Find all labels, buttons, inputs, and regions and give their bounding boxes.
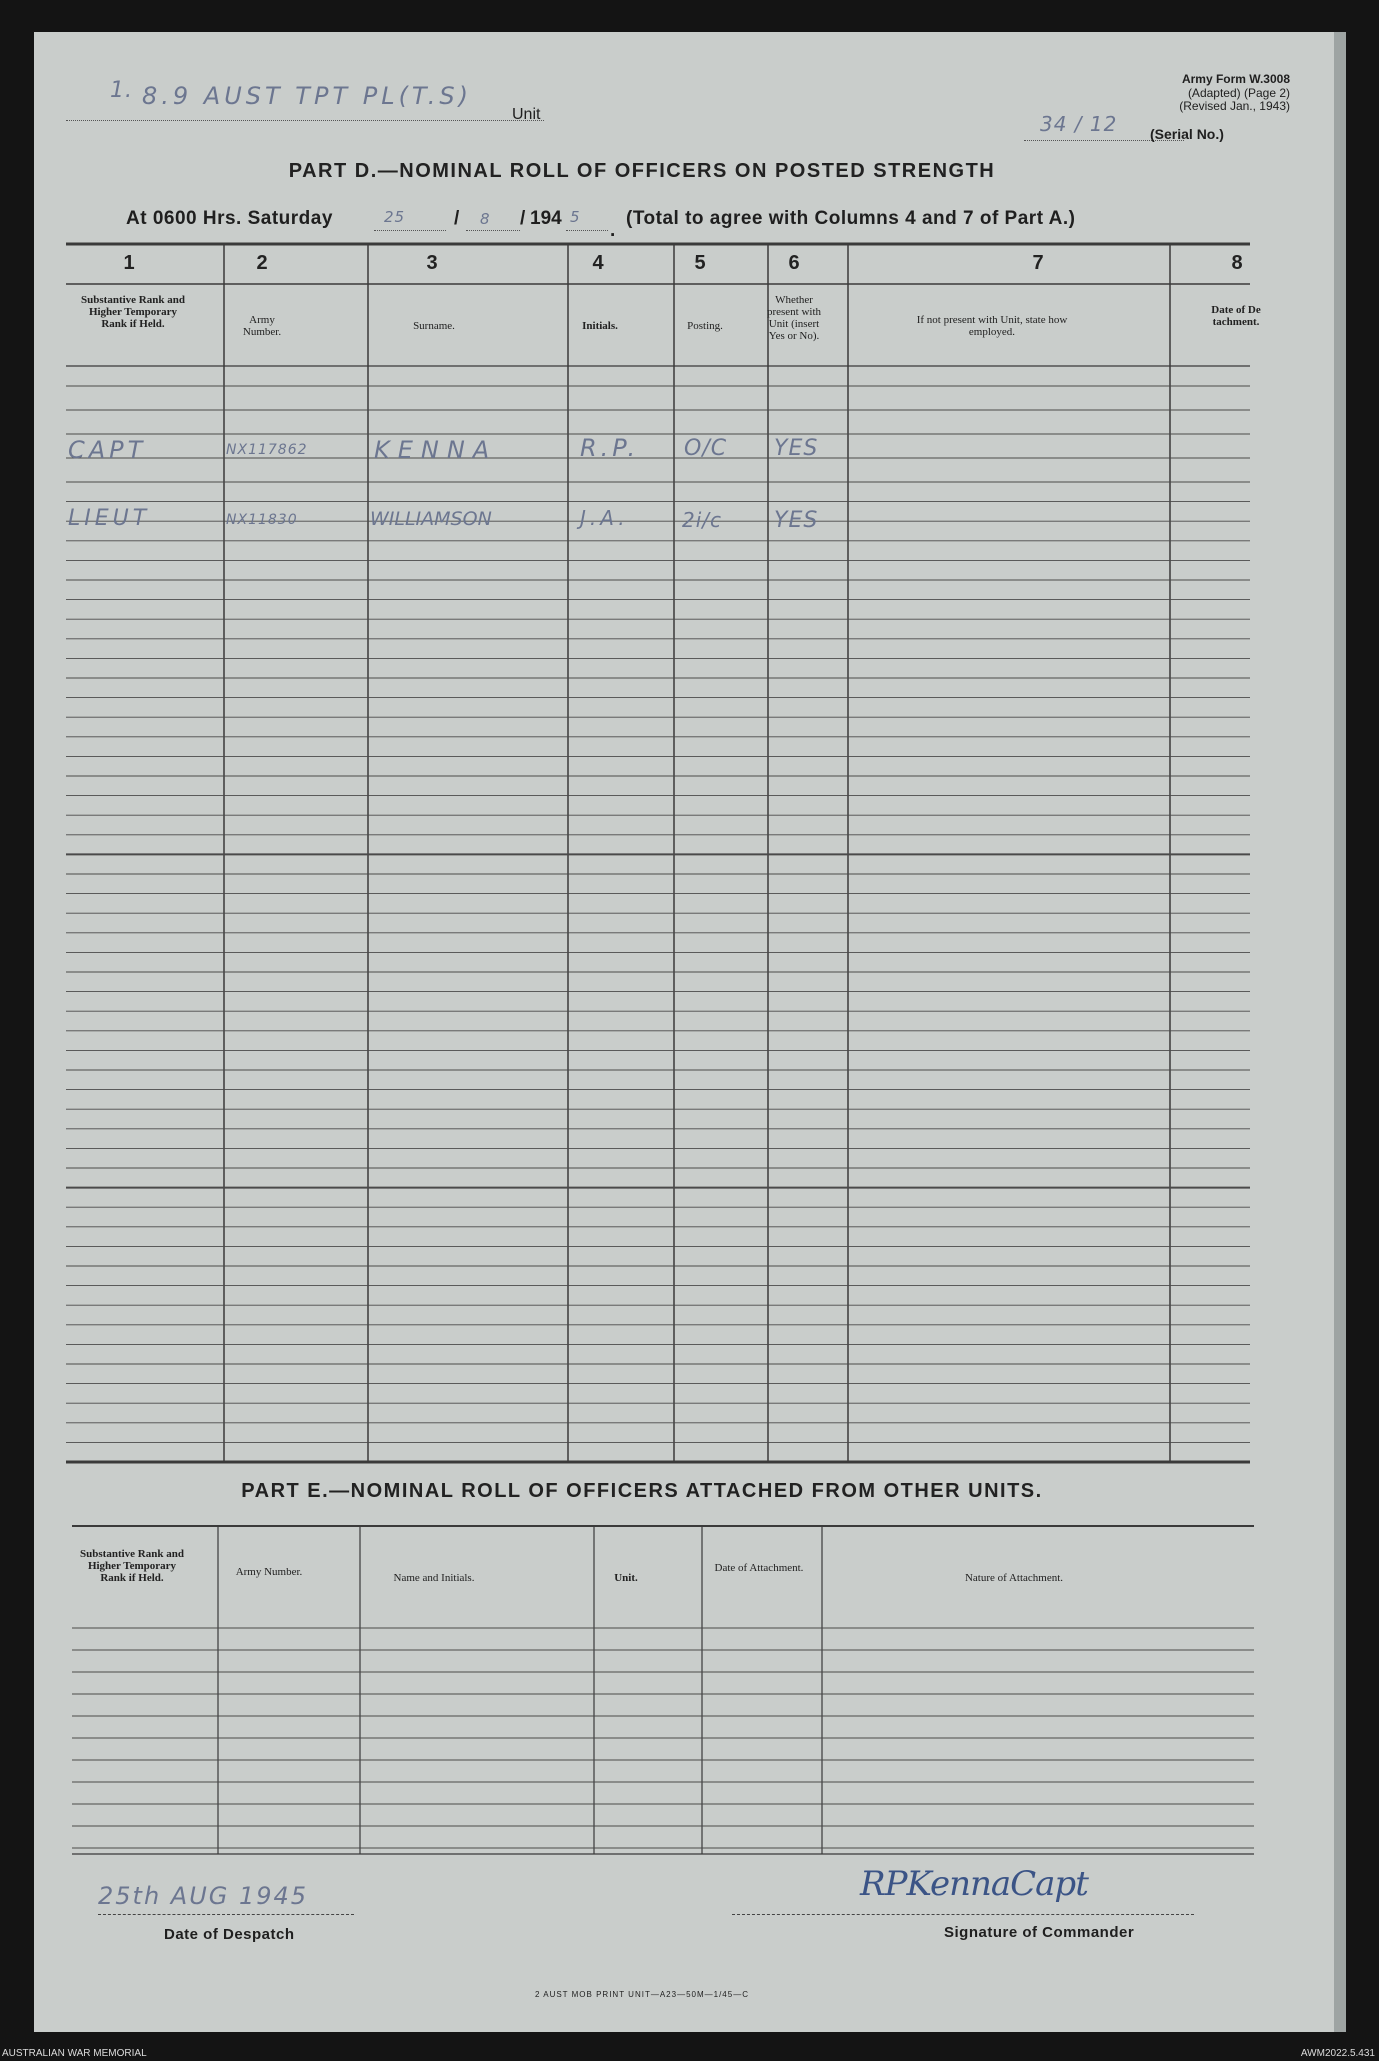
col-number-4: 4 <box>592 252 604 274</box>
archive-footer-bar <box>0 2032 1379 2061</box>
part-e-header-date: Date of Attachment. <box>714 1562 804 1574</box>
col-header-present: Whether present with Unit (insert Yes or No). <box>766 294 822 342</box>
form-adapted: (Adapted) (Page 2) <box>1187 86 1290 100</box>
row-1-army-number: NX117862 <box>226 442 308 458</box>
col-header-employment: If not present with Unit, state how employed. <box>916 314 1068 338</box>
row-2-rank: LIEUT <box>68 506 151 531</box>
serial-label: (Serial No.) <box>1150 126 1224 142</box>
year-dot: . <box>610 220 616 241</box>
col-number-7: 7 <box>1032 252 1044 274</box>
part-e-header-unit: Unit. <box>614 1572 638 1584</box>
unit-label: Unit <box>512 106 541 123</box>
unit-handwriting: 8.9 AUST TPT PL(T.S) <box>142 82 472 110</box>
printer-imprint: 2 AUST MOB PRINT UNIT—A23—50M—1/45—C <box>535 1990 749 1999</box>
part-d-title: PART D.—NOMINAL ROLL OF OFFICERS ON POSTED STRENGTH <box>288 160 996 182</box>
row-1-posting: O/C <box>684 436 728 461</box>
serial-handwriting: 34 / 12 <box>1040 112 1118 136</box>
col-header-rank: Substantive Rank and Higher Temporary Rank if Held. <box>81 294 185 330</box>
date-separator-2: / <box>520 208 526 229</box>
row-1-initials: R.P. <box>580 434 640 462</box>
col-header-surname: Surname. <box>413 320 455 332</box>
page-number: 1. <box>110 78 133 103</box>
part-e-title: PART E.—NOMINAL ROLL OF OFFICERS ATTACHED FROM OTHER UNITS. <box>241 1480 1043 1502</box>
date-separator-1: / <box>454 208 460 229</box>
col-number-1: 1 <box>123 252 135 274</box>
col-number-3: 3 <box>426 252 438 274</box>
row-2-posting: 2i/c <box>682 508 723 532</box>
year-handwriting: 5 <box>570 208 581 226</box>
row-1-rank: CAPT <box>68 436 147 464</box>
part-e-header-army-number: Army Number. <box>235 1566 303 1578</box>
row-2-surname: WILLIAMSON <box>370 508 492 530</box>
row-1-surname: KENNA <box>374 436 498 464</box>
form-id: Army Form W.3008 <box>1181 72 1290 86</box>
archive-credit: AUSTRALIAN WAR MEMORIAL <box>2 2048 147 2059</box>
row-2-present: YES <box>774 508 819 533</box>
despatch-line <box>98 1914 354 1915</box>
part-e-header-name: Name and Initials. <box>393 1572 475 1584</box>
form-revised: (Revised Jan., 1943) <box>1179 99 1290 113</box>
part-e-header-rank: Substantive Rank and Higher Temporary Rank if Held. <box>80 1548 184 1584</box>
total-note: (Total to agree with Columns 4 and 7 of Part A.) <box>626 208 1076 229</box>
col-header-initials: Initials. <box>582 320 618 332</box>
at-time-label: At 0600 Hrs. Saturday <box>126 208 333 229</box>
form-sheet <box>34 32 1346 2032</box>
col-header-posting: Posting. <box>687 320 723 332</box>
col-header-army-number: Army Number. <box>242 314 282 338</box>
row-2-army-number: NX11830 <box>226 512 298 528</box>
col-header-detachment: Date of Detachment. <box>1211 304 1261 328</box>
col-number-8: 8 <box>1231 252 1243 274</box>
archive-id: AWM2022.5.431 <box>1300 2048 1375 2059</box>
day-handwriting: 25 <box>384 208 406 226</box>
commander-signature: RPKennaCapt <box>860 1864 1088 1904</box>
month-handwriting: 8 <box>480 210 491 228</box>
col-number-6: 6 <box>788 252 800 274</box>
signature-line <box>732 1914 1194 1915</box>
despatch-handwriting: 25th AUG 1945 <box>98 1882 309 1910</box>
col-number-2: 2 <box>256 252 268 274</box>
col-number-5: 5 <box>694 252 706 274</box>
row-1-present: YES <box>774 436 819 461</box>
part-e-header-nature: Nature of Attachment. <box>964 1572 1064 1584</box>
row-2-initials: J.A. <box>580 506 629 530</box>
despatch-label: Date of Despatch <box>164 1926 295 1943</box>
signature-label: Signature of Commander <box>944 1924 1135 1941</box>
year-prefix: 194 <box>530 208 562 229</box>
part-e-table <box>34 32 1346 2032</box>
